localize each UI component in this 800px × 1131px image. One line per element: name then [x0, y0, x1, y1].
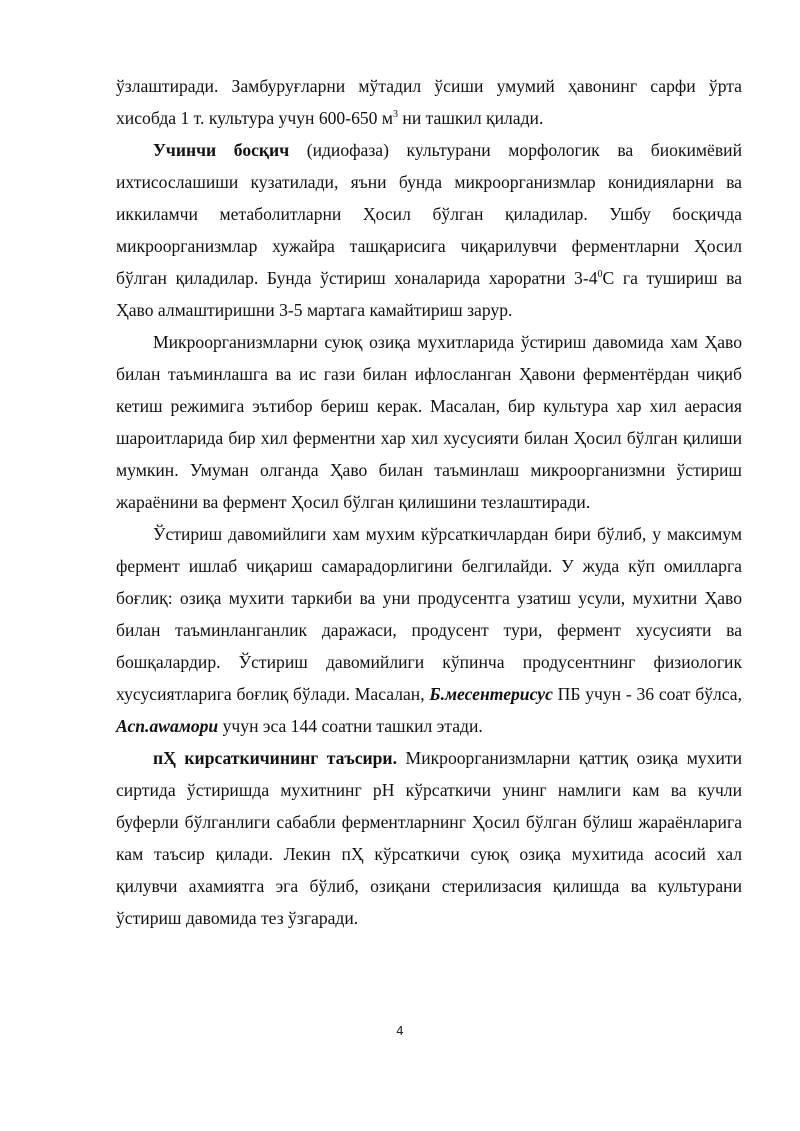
paragraph-1-text-a: ўзлаштиради. Замбуруғларни мўтадил ўсиши умумий ҳавонинг сарфи ўрта хисобда 1 т. культура учун 600-650 м — [116, 76, 742, 128]
paragraph-5-text: Микроорганизмларни қаттиқ озиқа мухити сиртида ўстиришда мухитнинг рН кўрсаткичи унинг намлиги кам ва кучли буферли бўлганлиги сабабли ферментларнинг Ҳосил бўлган бўлиш жараёнларига кам таъсир қилади. Лекин пҲ кўрсаткичи суюқ озиқа мухитида асосий хал қилувчи ахамиятга эга бўлиб, озиқани стерилизасия қилишда ва культурани ўстириш давомида тез ўзгаради. — [116, 748, 742, 928]
superscript-degree: 0 — [597, 269, 603, 281]
page-number: 4 — [396, 1024, 404, 1038]
paragraph-4-text-a: Ўстириш давомийлиги хам мухим кўрсаткичлардан бири бўлиб, у максимум фермент ишлаб чиқариш самарадорлигини белгилайди. У жуда кўп омилларга боғлиқ: озиқа мухити таркиби ва уни продусентга узатиш усули, мухитни Ҳаво билан таъминланганлик даражаси, продусент тури, фермент хусусияти ва бошқалардир. Ўстириш давомийлиги кўпинча продусентнинг физиологик хусусиятларига боғлиқ бўлади. Масалан, — [116, 524, 742, 704]
paragraph-3: Микроорганизмларни суюқ озиқа мухитларида ўстириш давомида хам Ҳаво билан таъминлашга ва ис гази билан ифлосланган Ҳавони ферментёрдан чиқиб кетиш режимига эътибор бериш керак. Масалан, бир культура хар хил аерасия шароитларида бир хил ферментни хар хил хусусияти билан Ҳосил бўлган қилиши мумкин. Умуман олганда Ҳаво билан таъминлаш микроорганизмни ўстириш жараёнини ва фермент Ҳосил бўлган қилишини тезлаштиради. — [116, 332, 742, 512]
paragraph-1-text-b: ни ташкил қилади. — [398, 108, 544, 128]
paragraph-5-heading: пҲ кирсаткичининг таъсири. — [153, 748, 397, 768]
paragraph-1 — [116, 70, 742, 134]
species-name-2: Асп.аwамори — [116, 716, 219, 736]
paragraph-4-text-c: учун эса 144 соатни ташкил этади. — [218, 716, 483, 736]
paragraph-5 — [116, 742, 742, 934]
paragraph-2 — [116, 134, 742, 326]
paragraph-2-heading: Учинчи босқич — [153, 140, 290, 160]
species-name-1: Б.месентерисус — [429, 684, 553, 704]
paragraph-4 — [116, 518, 742, 742]
paragraph-4-text-b: ПБ учун - 36 соат бўлса, — [552, 684, 742, 704]
paragraph-2-text-a: (идиофаза) культурани морфологик ва биокимёвий ихтисослашиши кузатилади, яъни бунда микроорганизмлар конидияларни ва иккиламчи метаболитларни Ҳосил бўлган қиладилар. Ушбу босқичда микроорганизмлар хужайра ташқарисига чиқарилувчи ферментларни Ҳосил бўлган қиладилар. Бунда ўстириш хоналарида хароратни 3-4 — [116, 140, 742, 288]
paragraph-2-text-b: С га тушириш ва Ҳаво алмаштиришни 3-5 мартага камайтириш зарур. — [116, 268, 742, 320]
document-body — [116, 70, 742, 934]
superscript-cubed: 3 — [393, 109, 398, 121]
